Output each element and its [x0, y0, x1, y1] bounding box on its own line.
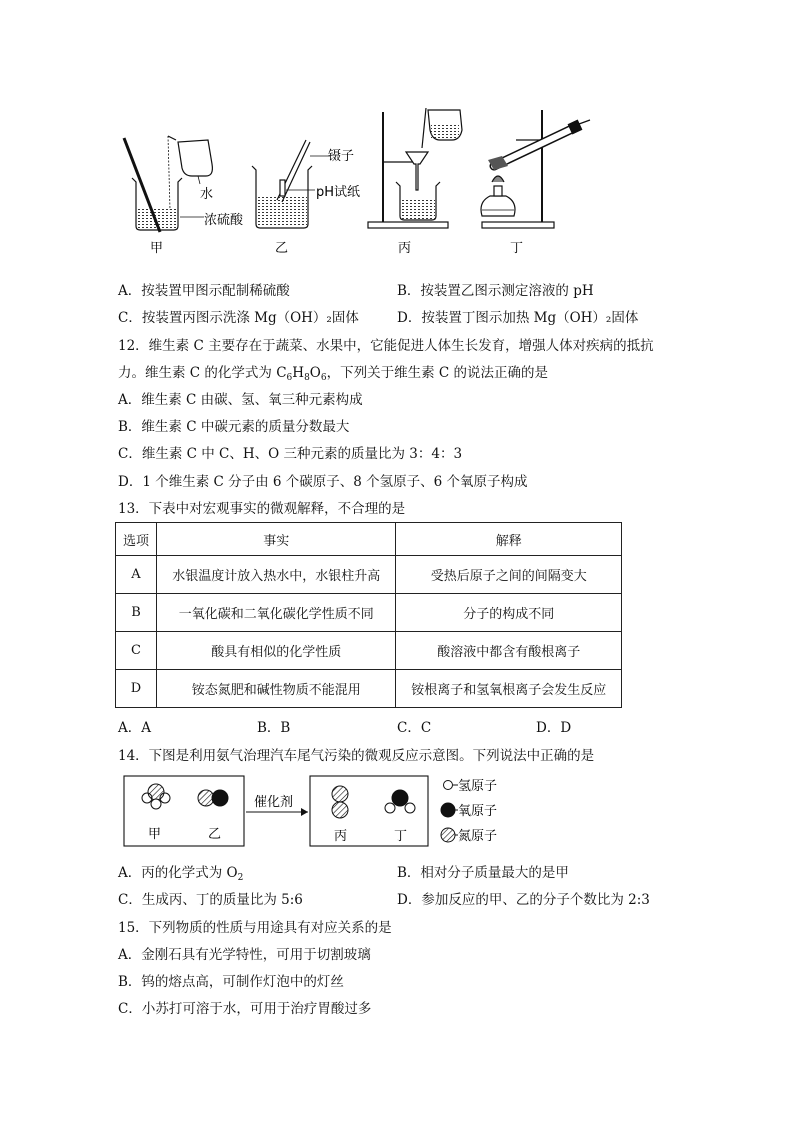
- cell: A: [116, 556, 157, 594]
- cell: 铵态氮肥和碱性物质不能混用: [156, 670, 396, 708]
- q13-stem: 13．下表中对宏观事实的微观解释，不合理的是: [118, 501, 406, 517]
- cell: 酸具有相似的化学性质: [156, 632, 396, 670]
- legend-hydrogen: 氢原子: [458, 779, 498, 794]
- cell: 酸溶液中都含有酸根离子: [396, 632, 622, 670]
- q14-option-a: A．丙的化学式为 $O_2$: [118, 865, 244, 883]
- molecule-bing: [332, 786, 348, 818]
- q12-stem-line2: 力。维生素 C 的化学式为 $C_6H_8O_6$，下列关于维生素 C 的说法正确的是: [118, 365, 549, 383]
- cell: 水银温度计放入热水中，水银柱升高: [156, 556, 396, 594]
- diagram-label-bing: 丙: [334, 829, 348, 844]
- q12-option-c: C．维生素 C 中 C、H、O 三种元素的质量比为 3：4：3: [118, 446, 463, 462]
- q15-option-c: C．小苏打可溶于水，可用于治疗胃酸过多: [118, 1001, 372, 1017]
- diagram-label-ding: 丁: [394, 829, 408, 844]
- q11-option-d: D．按装置丁图示加热 Mg（OH）₂固体: [397, 310, 639, 326]
- table-row: [116, 670, 622, 708]
- apparatus-jia: [124, 136, 212, 232]
- molecule-ding: [385, 790, 415, 813]
- legend-nitrogen: 氮原子: [458, 829, 498, 844]
- label-ding: 丁: [510, 241, 524, 256]
- q14-option-d: D．参加反应的甲、乙的分子个数比为 2:3: [397, 892, 650, 908]
- molecule-yi: [198, 790, 228, 806]
- q12-option-a: A．维生素 C 由碳、氢、氧三种元素构成: [118, 392, 363, 408]
- catalyst-label: 催化剂: [254, 795, 294, 810]
- header-fact: 事实: [156, 523, 396, 556]
- q12-stem-line1: 12．维生素 C 主要存在于蔬菜、水果中，它能促进人体生长发育，增强人体对疾病的抵抗: [118, 338, 654, 354]
- cell: 一氧化碳和二氧化碳化学性质不同: [156, 594, 396, 632]
- molecule-jia: [142, 784, 170, 809]
- q13-option-a: A．A: [118, 720, 151, 736]
- q13-option-c: C．C: [397, 720, 432, 736]
- legend-oxygen: 氧原子: [458, 804, 498, 819]
- apparatus-yi: [252, 140, 330, 228]
- table-row: [116, 594, 622, 632]
- q12-option-b: B．维生素 C 中碳元素的质量分数最大: [118, 419, 350, 435]
- q11-apparatus-figure: [110, 100, 600, 265]
- apparatus-bing: [368, 108, 462, 228]
- label-tweezers: 镊子: [328, 149, 355, 164]
- label-yi: 乙: [275, 241, 289, 256]
- q13-option-d: D．D: [536, 720, 572, 736]
- cell: 铵根离子和氢氧根离子会发生反应: [396, 670, 622, 708]
- apparatus-ding: [481, 110, 590, 228]
- q11-option-a: A．按装置甲图示配制稀硫酸: [118, 283, 290, 299]
- cell: C: [116, 632, 157, 670]
- q15-option-a: A．金刚石具有光学特性，可用于切割玻璃: [118, 947, 371, 963]
- table-row: [116, 632, 622, 670]
- label-conc-acid: 浓硫酸: [204, 213, 244, 228]
- header-explanation: 解释: [396, 523, 622, 556]
- header-option: 选项: [116, 523, 157, 556]
- cell: D: [116, 670, 157, 708]
- label-jia: 甲: [150, 241, 164, 256]
- legend: [441, 781, 458, 843]
- q13-table: [115, 522, 622, 708]
- cell: 受热后原子之间的间隔变大: [396, 556, 622, 594]
- label-ph-paper: pH试纸: [316, 185, 361, 200]
- label-water: 水: [200, 187, 214, 202]
- cell: 分子的构成不同: [396, 594, 622, 632]
- reactant-box: [124, 776, 244, 846]
- cell: B: [116, 594, 157, 632]
- q12-option-d: D．1 个维生素 C 分子由 6 个碳原子、8 个氢原子、6 个氧原子构成: [118, 474, 528, 490]
- q14-stem: 14．下图是利用氨气治理汽车尾气污染的微观反应示意图。下列说法中正确的是: [118, 748, 595, 764]
- q11-option-b: B．按装置乙图示测定溶液的 pH: [397, 283, 594, 299]
- table-row: [116, 556, 622, 594]
- label-bing: 丙: [398, 241, 412, 256]
- q14-reaction-diagram: [118, 768, 538, 850]
- q11-option-c: C．按装置丙图示洗涤 Mg（OH）₂固体: [118, 310, 359, 326]
- q14-option-c: C．生成丙、丁的质量比为 5:6: [118, 892, 303, 908]
- diagram-label-yi: 乙: [208, 827, 222, 842]
- q13-option-b: B．B: [257, 720, 291, 736]
- q15-option-b: B．钨的熔点高，可制作灯泡中的灯丝: [118, 974, 344, 990]
- q15-stem: 15．下列物质的性质与用途具有对应关系的是: [118, 920, 392, 936]
- q14-option-b: B．相对分子质量最大的是甲: [397, 865, 569, 881]
- diagram-label-jia: 甲: [148, 827, 162, 842]
- table-header-row: [116, 523, 622, 556]
